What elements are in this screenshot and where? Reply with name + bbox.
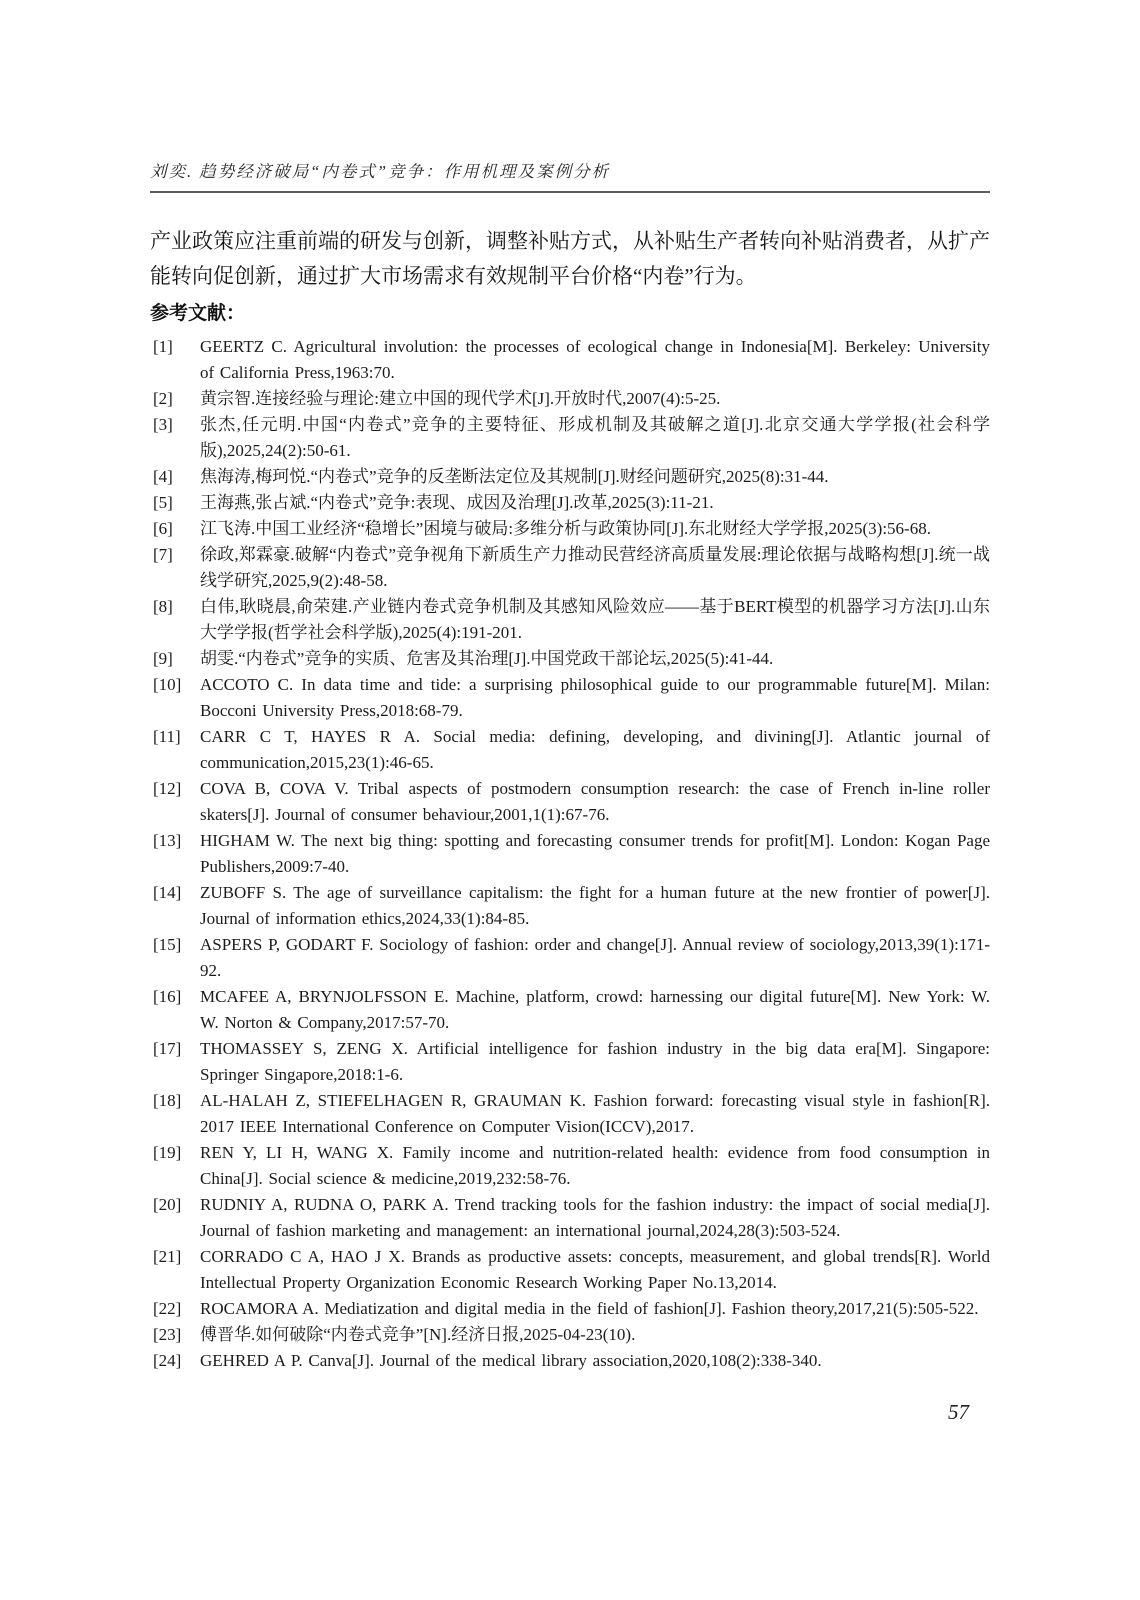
reference-number: [3]	[153, 415, 173, 434]
reference-number: [1]	[153, 337, 173, 356]
reference-number: [9]	[153, 649, 173, 668]
reference-number: [16]	[153, 987, 182, 1006]
reference-text: CARR C T, HAYES R A. Social media: defining, developing, and divining[J]. Atlantic journal of communication,2015,23(1):46-65.	[200, 727, 990, 772]
reference-number: [18]	[153, 1091, 182, 1110]
reference-item	[150, 932, 990, 984]
reference-text: CORRADO C A, HAO J X. Brands as productive assets: concepts, measurement, and global trends[R]. World Intellectual Property Organization Economic Research Working Paper No.13,2014.	[200, 1247, 990, 1292]
reference-text: ROCAMORA A. Mediatization and digital media in the field of fashion[J]. Fashion theory,2017,21(5):505-522.	[200, 1299, 979, 1318]
reference-text: ZUBOFF S. The age of surveillance capitalism: the fight for a human future at the new frontier of power[J]. Journal of information ethics,2024,33(1):84-85.	[200, 883, 990, 928]
reference-number: [8]	[153, 597, 173, 616]
reference-text: 张杰,任元明.中国“内卷式”竞争的主要特征、形成机制及其破解之道[J].北京交通大学学报(社会科学版),2025,24(2):50-61.	[200, 415, 990, 460]
reference-text: 胡雯.“内卷式”竞争的实质、危害及其治理[J].中国党政干部论坛,2025(5):41-44.	[200, 649, 774, 668]
page-number: 57	[948, 1400, 969, 1424]
reference-item	[150, 594, 990, 646]
reference-item	[150, 464, 990, 490]
reference-text: MCAFEE A, BRYNJOLFSSON E. Machine, platform, crowd: harnessing our digital future[M]. New York: W. W. Norton & Company,2017:57-70.	[200, 987, 990, 1032]
reference-item	[150, 1296, 990, 1322]
reference-number: [21]	[153, 1247, 182, 1266]
reference-text: HIGHAM W. The next big thing: spotting and forecasting consumer trends for profit[M]. London: Kogan Page Publishers,2009:7-40.	[200, 831, 990, 876]
reference-number: [4]	[153, 467, 173, 486]
reference-item	[150, 1244, 990, 1296]
running-head	[150, 158, 990, 193]
reference-item	[150, 1322, 990, 1348]
reference-number: [10]	[153, 675, 182, 694]
reference-item	[150, 334, 990, 386]
reference-number: [20]	[153, 1195, 182, 1214]
reference-text: REN Y, LI H, WANG X. Family income and nutrition-related health: evidence from food consumption in China[J]. Social science & medicine,2019,232:58-76.	[200, 1143, 990, 1188]
reference-number: [11]	[153, 727, 181, 746]
reference-text: GEERTZ C. Agricultural involution: the processes of ecological change in Indonesia[M]. Berkeley: University of California Press,1963:70.	[200, 337, 990, 382]
reference-item	[150, 672, 990, 724]
reference-number: [22]	[153, 1299, 182, 1318]
reference-text: COVA B, COVA V. Tribal aspects of postmodern consumption research: the case of French in-line roller skaters[J]. Journal of consumer behaviour,2001,1(1):67-76.	[200, 779, 990, 824]
reference-text: ACCOTO C. In data time and tide: a surprising philosophical guide to our programmable future[M]. Milan: Bocconi University Press,2018:68-79.	[200, 675, 990, 720]
reference-item	[150, 386, 990, 412]
reference-text: GEHRED A P. Canva[J]. Journal of the medical library association,2020,108(2):338-340.	[200, 1351, 822, 1370]
reference-item	[150, 880, 990, 932]
reference-item	[150, 646, 990, 672]
reference-item	[150, 828, 990, 880]
reference-item	[150, 1140, 990, 1192]
reference-text: 江飞涛.中国工业经济“稳增长”困境与破局:多维分析与政策协同[J].东北财经大学学报,2025(3):56-68.	[200, 519, 931, 538]
reference-number: [23]	[153, 1325, 182, 1344]
reference-text: 白伟,耿晓晨,俞荣建.产业链内卷式竞争机制及其感知风险效应——基于BERT模型的机器学习方法[J].山东大学学报(哲学社会科学版),2025(4):191-201.	[200, 597, 990, 642]
reference-item	[150, 412, 990, 464]
reference-text: ASPERS P, GODART F. Sociology of fashion: order and change[J]. Annual review of sociology,2013,39(1):171-92.	[200, 935, 990, 980]
reference-text: RUDNIY A, RUDNA O, PARK A. Trend tracking tools for the fashion industry: the impact of social media[J]. Journal of fashion marketing and management: an international journal,2024,28(3):503-524.	[200, 1195, 990, 1240]
reference-number: [14]	[153, 883, 182, 902]
references-heading: 参考文献：	[150, 303, 246, 324]
reference-item	[150, 1088, 990, 1140]
reference-number: [17]	[153, 1039, 182, 1058]
reference-item	[150, 1036, 990, 1088]
reference-text: 黄宗智.连接经验与理论:建立中国的现代学术[J].开放时代,2007(4):5-25.	[200, 389, 721, 408]
reference-number: [19]	[153, 1143, 182, 1162]
reference-item	[150, 542, 990, 594]
running-head-text: 刘奕. 趋势经济破局“内卷式”竞争：作用机理及案例分析	[150, 162, 611, 181]
reference-number: [12]	[153, 779, 182, 798]
reference-number: [7]	[153, 545, 173, 564]
reference-number: [6]	[153, 519, 173, 538]
reference-item	[150, 724, 990, 776]
reference-text: 焦海涛,梅珂悦.“内卷式”竞争的反垄断法定位及其规制[J].财经问题研究,2025(8):31-44.	[200, 467, 829, 486]
reference-item	[150, 1192, 990, 1244]
reference-item	[150, 516, 990, 542]
reference-item	[150, 776, 990, 828]
reference-item	[150, 1348, 990, 1374]
reference-item	[150, 984, 990, 1036]
references-list	[150, 334, 990, 1374]
reference-number: [2]	[153, 389, 173, 408]
reference-item	[150, 490, 990, 516]
reference-number: [15]	[153, 935, 182, 954]
reference-number: [13]	[153, 831, 182, 850]
reference-text: 徐政,郑霖豪.破解“内卷式”竞争视角下新质生产力推动民营经济高质量发展:理论依据与战略构想[J].统一战线学研究,2025,9(2):48-58.	[200, 545, 990, 590]
reference-number: [24]	[153, 1351, 182, 1370]
reference-number: [5]	[153, 493, 173, 512]
reference-text: 傅晋华.如何破除“内卷式竞争”[N].经济日报,2025-04-23(10).	[200, 1325, 636, 1344]
reference-text: AL-HALAH Z, STIEFELHAGEN R, GRAUMAN K. Fashion forward: forecasting visual style in fashion[R]. 2017 IEEE International Conference on Computer Vision(ICCV),2017.	[200, 1091, 990, 1136]
reference-text: THOMASSEY S, ZENG X. Artificial intelligence for fashion industry in the big data era[M]. Singapore: Springer Singapore,2018:1-6.	[200, 1039, 990, 1084]
reference-text: 王海燕,张占斌.“内卷式”竞争:表现、成因及治理[J].改革,2025(3):11-21.	[200, 493, 714, 512]
lead-paragraph: 产业政策应注重前端的研发与创新，调整补贴方式，从补贴生产者转向补贴消费者，从扩产能转向促创新，通过扩大市场需求有效规制平台价格“内卷”行为。	[150, 229, 990, 288]
